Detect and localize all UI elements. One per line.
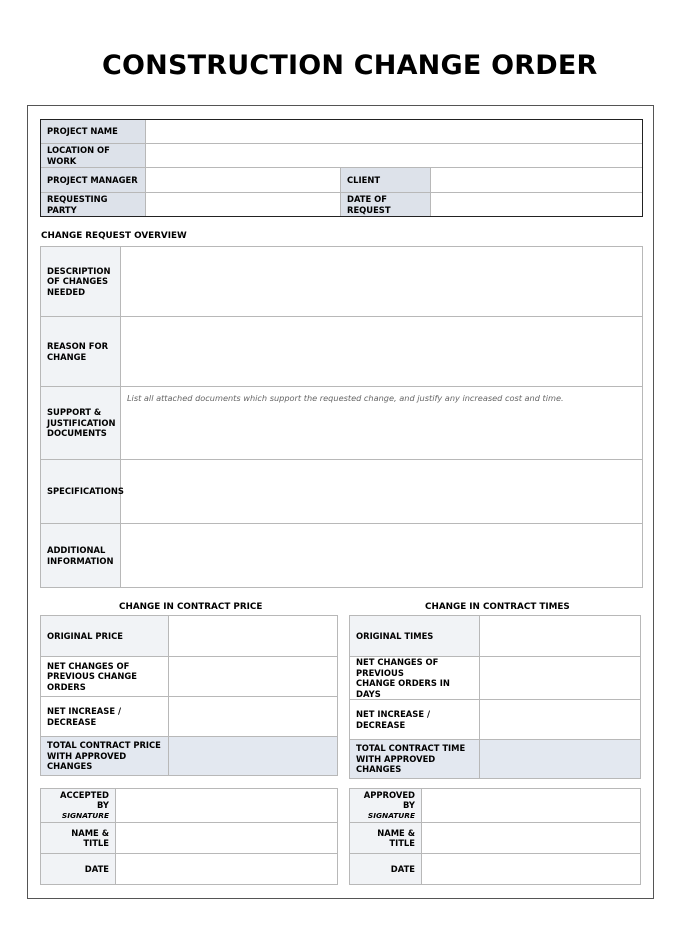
price-table xyxy=(40,615,338,776)
total-price-label: TOTAL CONTRACT PRICE WITH APPROVED CHANGES xyxy=(41,737,169,776)
original-times-label: ORIGINAL TIMES xyxy=(350,616,480,657)
client-label: CLIENT xyxy=(341,168,431,193)
project-name-label: PROJECT NAME xyxy=(41,120,146,144)
location-of-work-field[interactable] xyxy=(146,144,643,168)
requesting-party-field[interactable] xyxy=(146,193,341,217)
net-increase-times-field[interactable] xyxy=(480,700,641,740)
approved-date-label: DATE xyxy=(350,854,422,885)
project-info-table xyxy=(40,119,643,217)
net-increase-price-label: NET INCREASE / DECREASE xyxy=(41,697,169,737)
approved-signature-label: SIGNATURE xyxy=(367,810,415,820)
net-changes-price-field[interactable] xyxy=(169,657,338,697)
additional-info-label: ADDITIONAL INFORMATION xyxy=(41,524,121,588)
project-manager-field[interactable] xyxy=(146,168,341,193)
net-increase-price-field[interactable] xyxy=(169,697,338,737)
accepted-name-title-label: NAME & TITLE xyxy=(41,823,116,854)
net-changes-times-field[interactable] xyxy=(480,657,641,700)
total-price-field[interactable] xyxy=(169,737,338,776)
additional-info-field[interactable] xyxy=(121,524,643,588)
approved-name-title-field[interactable] xyxy=(422,823,641,854)
accepted-date-label: DATE xyxy=(41,854,116,885)
date-of-request-field[interactable] xyxy=(431,193,643,217)
accepted-name-title-field[interactable] xyxy=(116,823,338,854)
accepted-signature-label: SIGNATURE xyxy=(61,810,109,820)
original-times-field[interactable] xyxy=(480,616,641,657)
support-label: SUPPORT & JUSTIFICATION DOCUMENTS xyxy=(41,387,121,460)
overview-heading: CHANGE REQUEST OVERVIEW xyxy=(41,231,187,241)
original-price-field[interactable] xyxy=(169,616,338,657)
client-field[interactable] xyxy=(431,168,643,193)
total-time-field[interactable] xyxy=(480,740,641,779)
price-heading: CHANGE IN CONTRACT PRICE xyxy=(119,602,263,612)
requesting-party-label: REQUESTING PARTY xyxy=(41,193,146,217)
accepted-signature-field[interactable] xyxy=(116,789,338,823)
reason-field[interactable] xyxy=(121,317,643,387)
support-hint-text: List all attached documents which support the requested change, and justify any increased cost and time. xyxy=(127,393,564,403)
accepted-date-field[interactable] xyxy=(116,854,338,885)
original-price-label: ORIGINAL PRICE xyxy=(41,616,169,657)
date-of-request-label: DATE OF REQUEST xyxy=(341,193,431,217)
page-title: CONSTRUCTION CHANGE ORDER xyxy=(102,50,598,81)
net-increase-times-label: NET INCREASE / DECREASE xyxy=(350,700,480,740)
approved-signature-field[interactable] xyxy=(422,789,641,823)
reason-label: REASON FOR CHANGE xyxy=(41,317,121,387)
specifications-label: SPECIFICATIONS xyxy=(41,460,121,524)
project-manager-label: PROJECT MANAGER xyxy=(41,168,146,193)
overview-table xyxy=(40,246,643,588)
approved-table xyxy=(349,788,641,885)
description-field[interactable] xyxy=(121,247,643,317)
approved-by-label: APPROVED BY SIGNATURE xyxy=(350,789,422,823)
specifications-field[interactable] xyxy=(121,460,643,524)
location-of-work-label: LOCATION OF WORK xyxy=(41,144,146,168)
accepted-table xyxy=(40,788,338,885)
net-changes-price-label: NET CHANGES OF PREVIOUS CHANGE ORDERS xyxy=(41,657,169,697)
times-heading: CHANGE IN CONTRACT TIMES xyxy=(425,602,570,612)
description-label: DESCRIPTION OF CHANGES NEEDED xyxy=(41,247,121,317)
net-changes-times-label: NET CHANGES OF PREVIOUS CHANGE ORDERS IN DAYS xyxy=(350,657,480,700)
accepted-by-label: ACCEPTED BY SIGNATURE xyxy=(41,789,116,823)
project-name-field[interactable] xyxy=(146,120,643,144)
times-table xyxy=(349,615,641,779)
total-time-label: TOTAL CONTRACT TIME WITH APPROVED CHANGES xyxy=(350,740,480,779)
approved-name-title-label: NAME & TITLE xyxy=(350,823,422,854)
approved-date-field[interactable] xyxy=(422,854,641,885)
